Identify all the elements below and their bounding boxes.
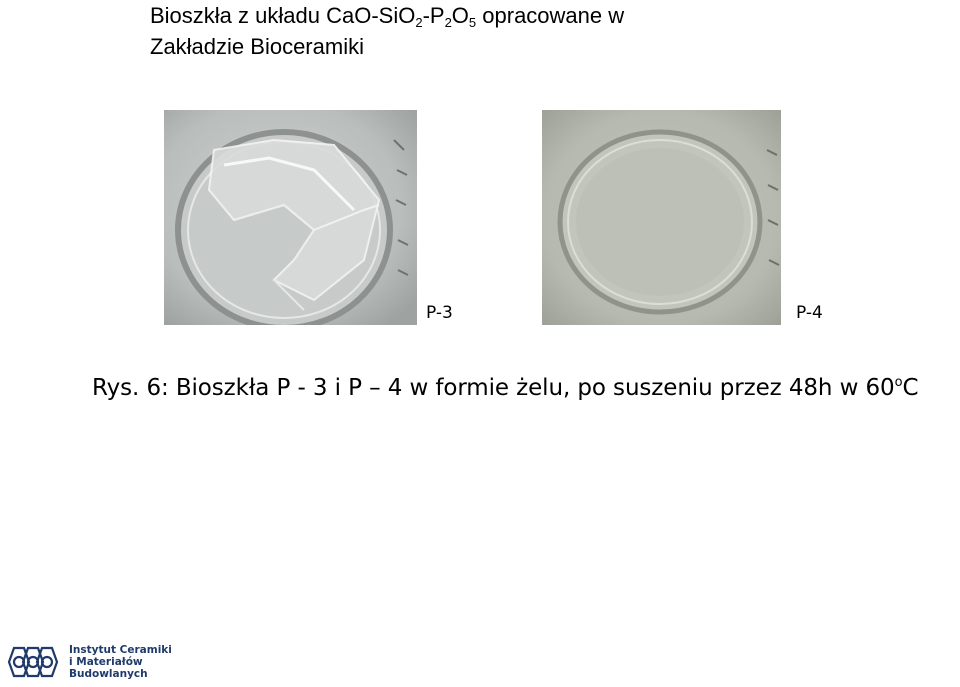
photo-p3-label: P-3 — [426, 303, 453, 323]
title-line-1: Bioszkła z układu CaO-$SiO_2-P_2O_5$ opracowane w — [150, 3, 625, 30]
photo-p3-glass-gel — [164, 110, 417, 325]
photo-p4-label: P-4 — [796, 303, 823, 323]
institute-logo-text: Instytut Ceramiki i Materiałów Budowlanych — [69, 644, 172, 680]
institute-logo — [5, 644, 172, 680]
title-line-2: Zakładzie Bioceramiki — [150, 34, 364, 59]
photo-p4-glass-gel — [542, 110, 781, 325]
slide-title — [150, 0, 624, 62]
institute-logo-icon — [5, 645, 61, 679]
figure-caption: Rys. 6: Bioszkła P - 3 i P – 4 w formie żelu, po suszeniu przez 48h w 60$^o$C — [92, 375, 919, 401]
